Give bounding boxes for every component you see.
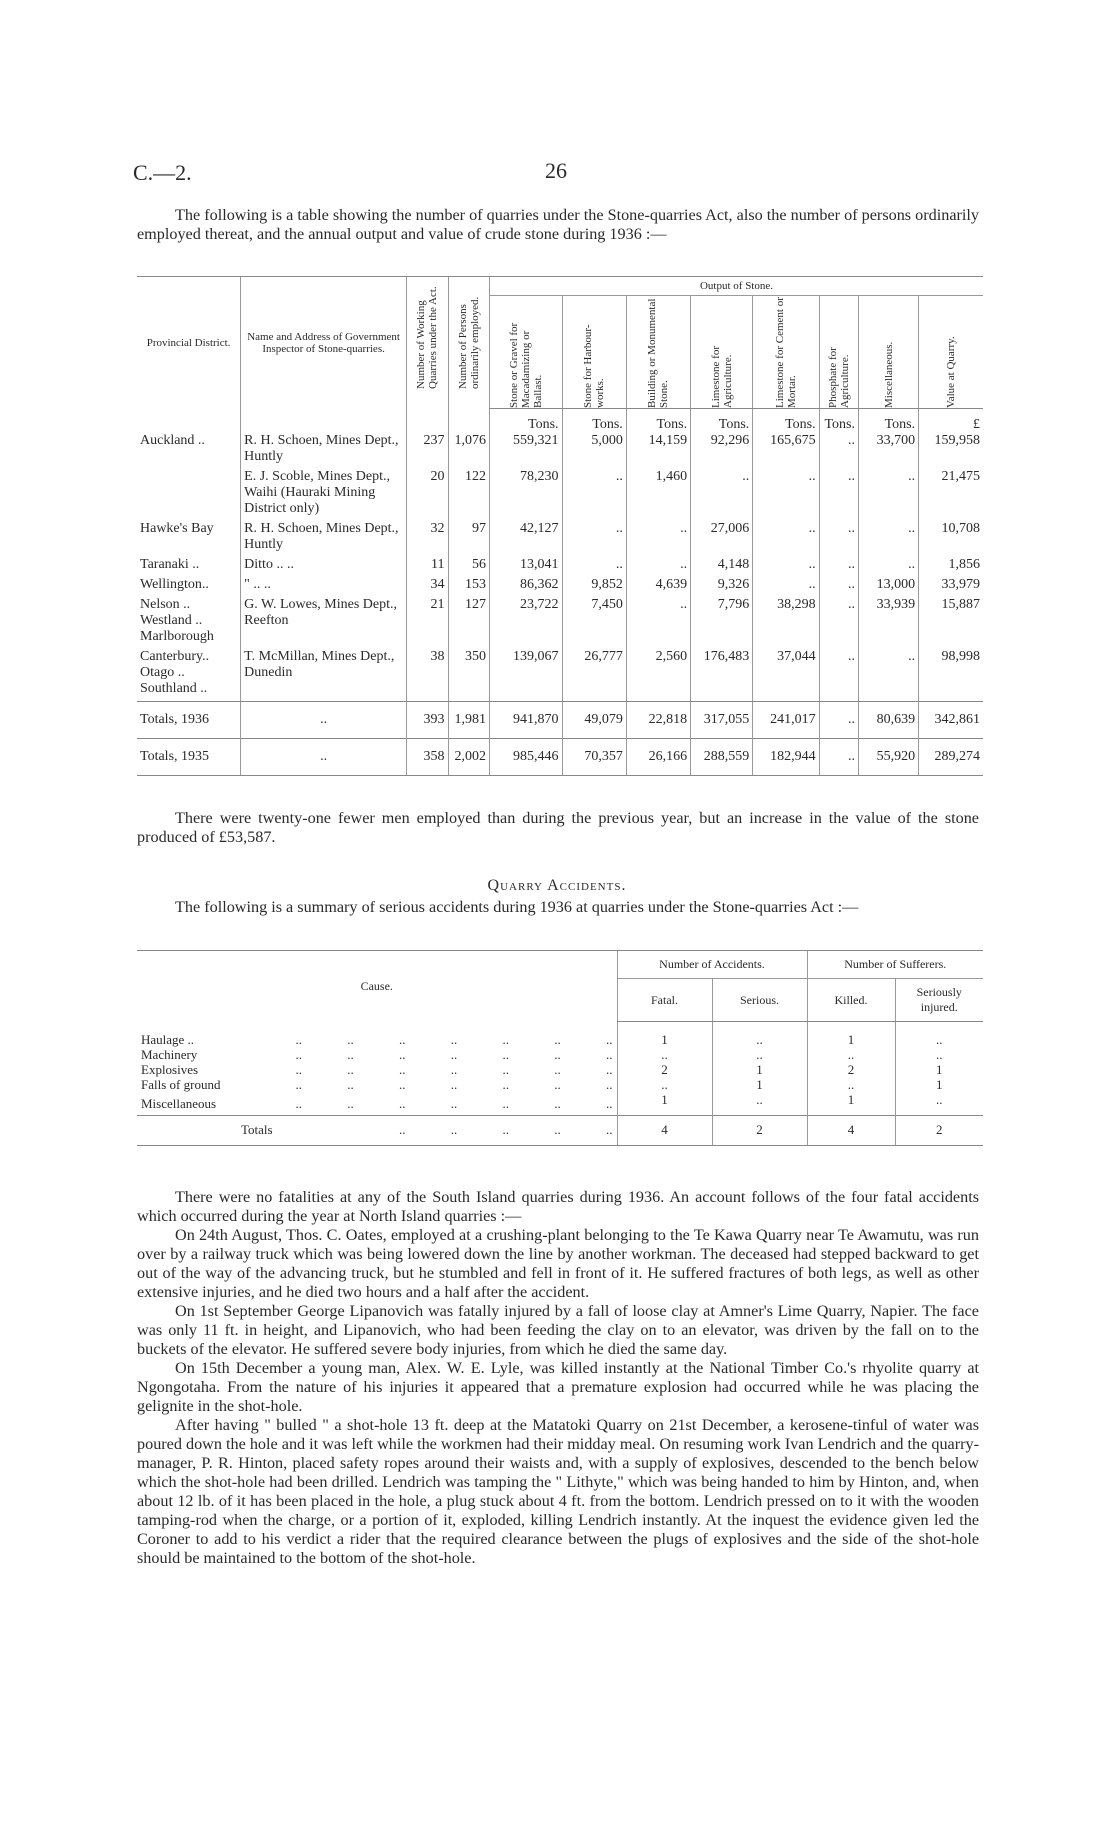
unit-cell: Tons. (819, 409, 858, 434)
leader-dots: .. .. .. .. .. .. .. (295, 1096, 613, 1111)
section-heading: Quarry Accidents. (487, 877, 627, 894)
value-cell: 559,321 (489, 433, 562, 469)
inspector-cell: R. H. Schoen, Mines Dept., Huntly (241, 433, 407, 469)
value-cell: .. (626, 521, 690, 557)
value-cell: 122 (448, 469, 489, 521)
value-cell: .. (859, 521, 919, 557)
value-cell: 15,887 (919, 597, 983, 649)
value-cell: 38 (407, 649, 448, 702)
count-cell: 1 (807, 1092, 895, 1116)
accident-row (137, 1092, 983, 1116)
value-cell: .. (819, 521, 858, 557)
leader-dots: .. .. .. .. .. .. .. (295, 1031, 613, 1047)
inspector-cell: " .. .. (241, 577, 407, 597)
total-cell: 317,055 (691, 702, 753, 739)
value-cell: .. (626, 557, 690, 577)
value-cell: 7,796 (691, 597, 753, 649)
inspector-cell: E. J. Scoble, Mines Dept., Waihi (Hauraki Mining District only) (241, 469, 407, 521)
district-cell: Taranaki .. (140, 557, 200, 572)
inspector-cell: T. McMillan, Mines Dept., Dunedin (241, 649, 407, 702)
value-cell: 10,708 (919, 521, 983, 557)
total-count-cell: 2 (712, 1116, 807, 1146)
table-row (137, 433, 983, 469)
value-cell: .. (753, 577, 819, 597)
unit-cell: Tons. (626, 409, 690, 434)
district-cell: Wellington.. (140, 577, 209, 592)
totals-row (137, 739, 983, 776)
value-cell: .. (562, 521, 626, 557)
totals-label: Totals, 1936 (137, 702, 241, 739)
leader-dots: .. .. .. .. .. (399, 1122, 613, 1137)
value-cell: 32 (407, 521, 448, 557)
value-cell: 9,326 (691, 577, 753, 597)
quarries-table (137, 276, 983, 776)
unit-cell (407, 409, 448, 434)
col-header-quarries: Number of Working Quarries under the Act. (407, 277, 448, 409)
totals-cell (137, 1116, 617, 1146)
value-cell: 1,076 (448, 433, 489, 469)
value-cell: .. (859, 649, 919, 702)
district-cell: Nelson .. Westland .. Marlborough (140, 597, 214, 644)
district-cell: Hawke's Bay (140, 521, 214, 536)
leader-dots: .. .. .. .. .. .. .. (295, 1062, 613, 1077)
total-cell: .. (819, 702, 858, 739)
value-cell: 33,979 (919, 577, 983, 597)
accident-accounts (137, 1188, 979, 1568)
document-reference: C.—2. (133, 160, 192, 185)
count-cell: .. (895, 1022, 983, 1048)
table-row (137, 649, 983, 702)
total-cell: .. (241, 702, 407, 739)
value-cell: 127 (448, 597, 489, 649)
totals-row (137, 702, 983, 739)
value-cell: .. (819, 469, 858, 521)
col-header-killed: Killed. (807, 979, 895, 1022)
value-cell: 4,148 (691, 557, 753, 577)
value-cell: .. (819, 433, 858, 469)
count-cell: 1 (617, 1022, 712, 1048)
table-row (137, 557, 983, 577)
value-cell: 176,483 (691, 649, 753, 702)
total-cell: 80,639 (859, 702, 919, 739)
total-cell: 393 (407, 702, 448, 739)
table-row (137, 521, 983, 557)
accident-totals-row (137, 1116, 983, 1146)
count-cell: 1 (712, 1062, 807, 1077)
page-number: 26 (545, 158, 567, 183)
value-cell: 165,675 (753, 433, 819, 469)
value-cell: 23,722 (489, 597, 562, 649)
value-cell: 78,230 (489, 469, 562, 521)
value-cell: 98,998 (919, 649, 983, 702)
value-cell: 97 (448, 521, 489, 557)
col-header-lime-agri: Limestone for Agriculture. (691, 296, 753, 409)
col-header-lime-cement: Limestone for Cement or Mortar. (753, 296, 819, 409)
district-cell: Auckland .. (140, 433, 205, 448)
cause-cell (137, 1077, 617, 1092)
unit-cell: Tons. (753, 409, 819, 434)
value-cell: 153 (448, 577, 489, 597)
accident-row (137, 1047, 983, 1062)
cause-cell (137, 1092, 617, 1116)
unit-cell (241, 409, 407, 434)
value-cell: 86,362 (489, 577, 562, 597)
value-cell: 11 (407, 557, 448, 577)
body-paragraph: There were no fatalities at any of the South Island quarries during 1936. An account follows of the four fatal accidents which occurred during the year at North Island quarries :— (137, 1188, 979, 1225)
value-cell: 20 (407, 469, 448, 521)
count-cell: .. (712, 1092, 807, 1116)
value-cell: .. (626, 597, 690, 649)
count-cell: 2 (617, 1062, 712, 1077)
value-cell: .. (819, 577, 858, 597)
total-cell: 985,446 (489, 739, 562, 776)
inspector-cell: Ditto .. .. (241, 557, 407, 577)
col-header-phosphate: Phosphate for Agriculture. (819, 296, 858, 409)
unit-cell: Tons. (691, 409, 753, 434)
body-paragraph: On 24th August, Thos. C. Oates, employed at a crushing-plant belonging to the Te Kawa Quarry near Te Awamutu, was run over by a railway truck which was being lowered down the line by another workman. The deceased had stepped backward to get out of the way of the advancing truck, but he stumbled and fell in front of it. He suffered fractures of both legs, as well as other extensive injuries, and he died two hours and a half after the accident. (137, 1226, 979, 1301)
body-paragraph: On 15th December a young man, Alex. W. E. Lyle, was killed instantly at the National Timber Co.'s rhyolite quarry at Ngongotaha. From the nature of his injuries it appeared that a premature explosion had occurred while he was placing the gelignite in the shot-hole. (137, 1359, 979, 1415)
cause-cell (137, 1047, 617, 1062)
total-count-cell: 4 (617, 1116, 712, 1146)
value-cell: 38,298 (753, 597, 819, 649)
value-cell: 56 (448, 557, 489, 577)
total-cell: 288,559 (691, 739, 753, 776)
col-header-cause: Cause. (137, 951, 617, 1022)
col-header-fatal: Fatal. (617, 979, 712, 1022)
count-cell: 1 (617, 1092, 712, 1116)
value-cell: .. (562, 469, 626, 521)
value-cell: 21 (407, 597, 448, 649)
cause-label: Miscellaneous (141, 1096, 217, 1111)
totals-label: Totals (241, 1122, 273, 1137)
accident-row (137, 1077, 983, 1092)
count-cell: 1 (895, 1077, 983, 1092)
value-cell: 26,777 (562, 649, 626, 702)
value-cell: 1,856 (919, 557, 983, 577)
leader-dots: .. .. .. .. .. .. .. (295, 1077, 613, 1092)
table-row (137, 469, 983, 521)
value-cell: 33,700 (859, 433, 919, 469)
count-cell: .. (895, 1047, 983, 1062)
accidents-table (137, 950, 983, 1146)
cause-label: Machinery (141, 1047, 198, 1062)
district-cell (137, 469, 241, 521)
units-row (137, 409, 983, 434)
value-cell: 4,639 (626, 577, 690, 597)
value-cell: .. (819, 597, 858, 649)
col-header-macadam: Stone or Gravel for Macadamizing or Ballast. (489, 296, 562, 409)
paragraph-after-table: There were twenty-one fewer men employed than during the previous year, but an increase in the value of the stone produced of £53,587. (137, 809, 979, 846)
value-cell: 27,006 (691, 521, 753, 557)
unit-cell: Tons. (489, 409, 562, 434)
value-cell: 2,560 (626, 649, 690, 702)
value-cell: .. (753, 557, 819, 577)
unit-cell: Tons. (859, 409, 919, 434)
value-cell: 237 (407, 433, 448, 469)
totals-label: Totals, 1935 (137, 739, 241, 776)
value-cell: .. (819, 557, 858, 577)
unit-cell: Tons. (562, 409, 626, 434)
col-header-persons: Number of Persons ordinarily employed. (448, 277, 489, 409)
count-cell: .. (895, 1092, 983, 1116)
col-header-inspector: Name and Address of Government Inspector of Stone-quarries. (241, 277, 407, 409)
total-cell: 182,944 (753, 739, 819, 776)
value-cell: 21,475 (919, 469, 983, 521)
count-cell: .. (617, 1047, 712, 1062)
leader-dots: .. .. .. .. .. .. .. (295, 1047, 613, 1062)
district-cell: Canterbury.. Otago .. Southland .. (137, 649, 241, 702)
value-cell: .. (753, 469, 819, 521)
total-cell: 941,870 (489, 702, 562, 739)
cause-label: Falls of ground (141, 1077, 221, 1092)
inspector-cell: G. W. Lowes, Mines Dept., Reefton (241, 597, 407, 649)
total-cell: .. (241, 739, 407, 776)
value-cell: 13,041 (489, 557, 562, 577)
accident-row (137, 1022, 983, 1048)
value-cell: 5,000 (562, 433, 626, 469)
total-cell: 2,002 (448, 739, 489, 776)
col-group-sufferers: Number of Sufferers. (807, 951, 983, 979)
value-cell: 7,450 (562, 597, 626, 649)
value-cell: .. (691, 469, 753, 521)
total-cell: 289,274 (919, 739, 983, 776)
total-cell: 55,920 (859, 739, 919, 776)
body-paragraph: After having " bulled " a shot-hole 13 ft. deep at the Matatoki Quarry on 21st December, a kerosene-tinful of water was poured down the hole and it was left while the workmen had their midday meal. On resuming work Ivan Lendrich and the quarry-manager, P. R. Hinton, placed safety ropes around their waists and, with a supply of explosives, descended to the bench below which the shot-hole had been drilled. Lendrich was tamping the " Lithyte," which was being handed to him by Hinton, and, when about 12 lb. of it has been placed in the hole, a plug stuck about 4 ft. from the bottom. Lendrich pressed on to it with the wooden tamping-rod when the charge, or a portion of it, exploded, killing Lendrich instantly. At the inquest the evidence given led the Coroner to add to his verdict a rider that the required clearance between the plugs of explosives and the side of the shot-hole should be maintained to the bottom of the shot-hole. (137, 1416, 979, 1567)
col-header-district: Provincial District. (137, 277, 241, 409)
value-cell: 92,296 (691, 433, 753, 469)
accident-row (137, 1062, 983, 1077)
unit-cell (137, 409, 241, 434)
total-cell: .. (819, 739, 858, 776)
value-cell: 14,159 (626, 433, 690, 469)
value-cell: .. (859, 469, 919, 521)
value-cell: .. (859, 557, 919, 577)
col-group-accidents: Number of Accidents. (617, 951, 807, 979)
value-cell: 159,958 (919, 433, 983, 469)
cause-label: Explosives (141, 1062, 199, 1077)
col-header-serious: Serious. (712, 979, 807, 1022)
col-header-misc: Miscellaneous. (859, 296, 919, 409)
total-count-cell: 2 (895, 1116, 983, 1146)
value-cell: .. (562, 557, 626, 577)
count-cell: .. (807, 1077, 895, 1092)
count-cell: .. (712, 1047, 807, 1062)
count-cell: .. (617, 1077, 712, 1092)
count-cell: 1 (895, 1062, 983, 1077)
cause-label: Haulage .. (141, 1031, 195, 1047)
table-row (137, 577, 983, 597)
value-cell: 42,127 (489, 521, 562, 557)
count-cell: 1 (807, 1022, 895, 1048)
total-cell: 358 (407, 739, 448, 776)
col-group-output: Output of Stone. (489, 277, 983, 296)
col-header-harbour: Stone for Harbour-works. (562, 296, 626, 409)
total-cell: 1,981 (448, 702, 489, 739)
value-cell: 37,044 (753, 649, 819, 702)
count-cell: .. (712, 1022, 807, 1048)
unit-cell: £ (919, 409, 983, 434)
value-cell: 9,852 (562, 577, 626, 597)
intro-paragraph: The following is a table showing the number of quarries under the Stone-quarries Act, also the number of persons ordinarily employed thereat, and the annual output and value of crude stone during 1936 :— (137, 206, 979, 243)
value-cell: 34 (407, 577, 448, 597)
value-cell: .. (819, 649, 858, 702)
value-cell: 1,460 (626, 469, 690, 521)
unit-cell (448, 409, 489, 434)
value-cell: 13,000 (859, 577, 919, 597)
value-cell: 33,939 (859, 597, 919, 649)
col-header-value: Value at Quarry. (919, 296, 983, 409)
cause-cell (137, 1062, 617, 1077)
inspector-cell: R. H. Schoen, Mines Dept., Huntly (241, 521, 407, 557)
col-header-seriously-injured: Seriously injured. (895, 979, 983, 1022)
total-cell: 49,079 (562, 702, 626, 739)
count-cell: 1 (712, 1077, 807, 1092)
value-cell: 350 (448, 649, 489, 702)
total-cell: 26,166 (626, 739, 690, 776)
value-cell: 139,067 (489, 649, 562, 702)
total-cell: 241,017 (753, 702, 819, 739)
count-cell: 2 (807, 1062, 895, 1077)
cause-cell (137, 1022, 617, 1048)
total-cell: 342,861 (919, 702, 983, 739)
table-row (137, 597, 983, 649)
col-header-building: Building or Monumental Stone. (626, 296, 690, 409)
total-count-cell: 4 (807, 1116, 895, 1146)
accidents-intro: The following is a summary of serious accidents during 1936 at quarries under the Stone-quarries Act :— (175, 898, 859, 916)
total-cell: 22,818 (626, 702, 690, 739)
count-cell: .. (807, 1047, 895, 1062)
total-cell: 70,357 (562, 739, 626, 776)
value-cell: .. (753, 521, 819, 557)
body-paragraph: On 1st September George Lipanovich was fatally injured by a fall of loose clay at Amner's Lime Quarry, Napier. The face was only 11 ft. in height, and Lipanovich, who had been feeding the clay on to an elevator, was driven by the fall on to the buckets of the elevator. He suffered severe body injuries, from which he died the same day. (137, 1302, 979, 1358)
